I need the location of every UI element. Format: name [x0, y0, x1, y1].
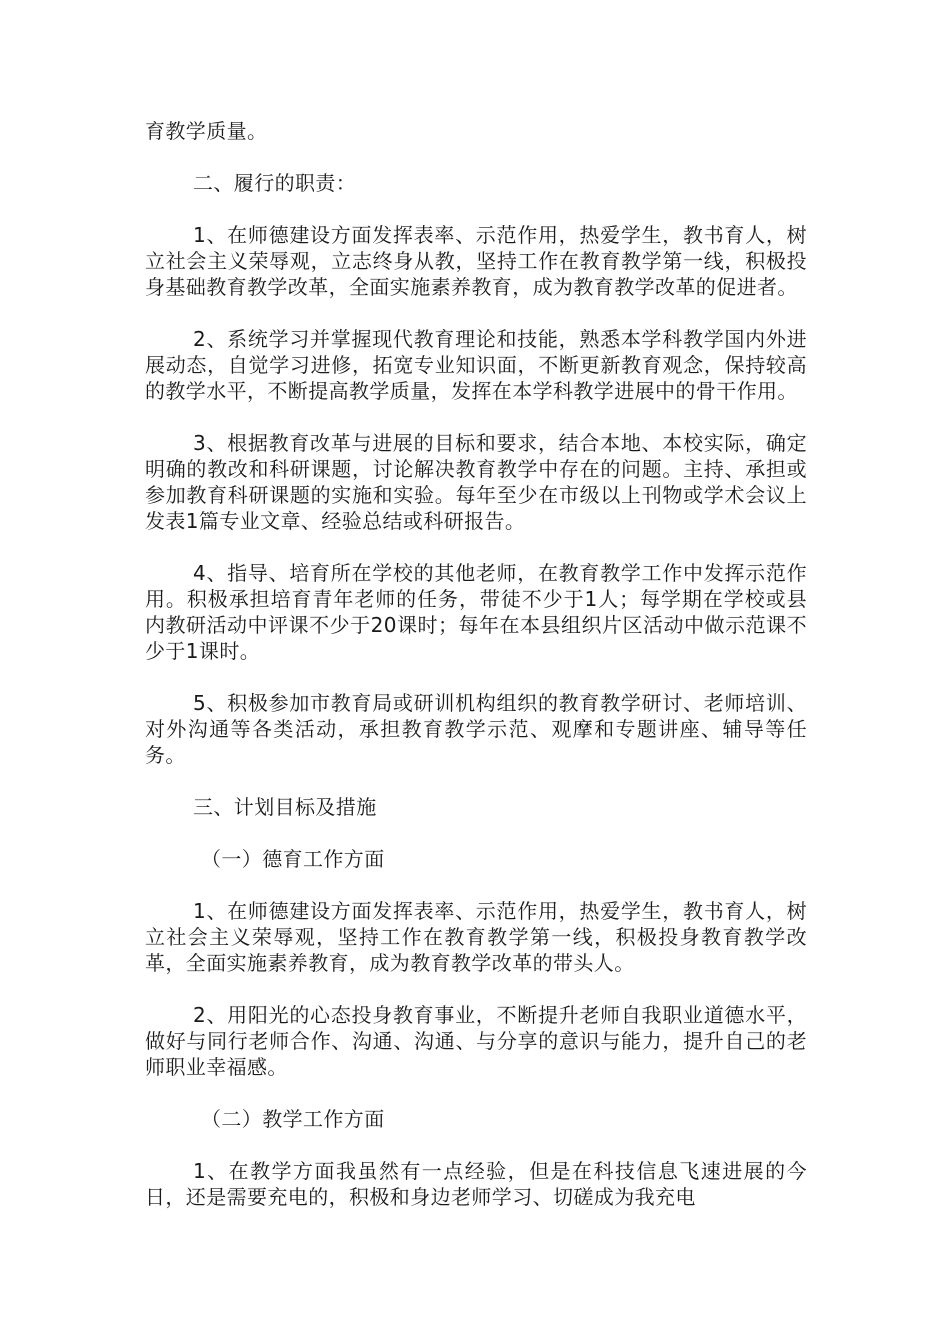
paragraph-continuation: 育教学质量。 [145, 119, 268, 143]
section-heading-plan: 三、计划目标及措施 [193, 795, 377, 819]
document-body [145, 118, 807, 1236]
duty-item-4: 4、指导、培育所在学校的其他老师，在教育教学工作中发挥示范作用。积极承担培育青年老师的任务，带徒不少于1人；每学期在学校或县内教研活动中评课不少于20课时；每年在本县组织片区活动中做示范课不少于1课时。 [145, 561, 807, 663]
duty-item-2: 2、系统学习并掌握现代教育理论和技能，熟悉本学科教学国内外进展动态，自觉学习进修，拓宽专业知识面，不断更新教育观念，保持较高的教学水平，不断提高教学质量，发挥在本学科教学进展中的骨干作用。 [145, 327, 807, 403]
teaching-item-1: 1、在教学方面我虽然有一点经验，但是在科技信息飞速进展的今日，还是需要充电的，积极和身边老师学习、切磋成为我充电 [145, 1159, 807, 1209]
moral-item-1: 1、在师德建设方面发挥表率、示范作用，热爱学生，教书育人，树立社会主义荣辱观，坚持工作在教育教学第一线，积极投身教育教学改革，全面实施素养教育，成为教育教学改革的带头人。 [145, 899, 807, 975]
moral-item-2: 2、用阳光的心态投身教育事业，不断提升老师自我职业道德水平，做好与同行老师合作、沟通、沟通、与分享的意识与能力，提升自己的老师职业幸福感。 [145, 1003, 807, 1079]
section-heading-duties: 二、履行的职责： [193, 171, 357, 195]
duty-item-5: 5、积极参加市教育局或研训机构组织的教育教学研讨、老师培训、对外沟通等各类活动，承担教育教学示范、观摩和专题讲座、辅导等任务。 [145, 691, 807, 767]
duty-item-3: 3、根据教育改革与进展的目标和要求，结合本地、本校实际，确定明确的教改和科研课题，讨论解决教育教学中存在的问题。主持、承担或参加教育科研课题的实施和实验。每年至少在市级以上刊物或学术会议上发表1篇专业文章、经验总结或科研报告。 [145, 431, 807, 533]
subsection-heading-teaching: （二）教学工作方面 [201, 1107, 385, 1131]
subsection-heading-moral: （一）德育工作方面 [201, 847, 385, 871]
duty-item-1: 1、在师德建设方面发挥表率、示范作用，热爱学生，教书育人，树立社会主义荣辱观，立志终身从教，坚持工作在教育教学第一线，积极投身基础教育教学改革，全面实施素养教育，成为教育教学改革的促进者。 [145, 223, 807, 299]
